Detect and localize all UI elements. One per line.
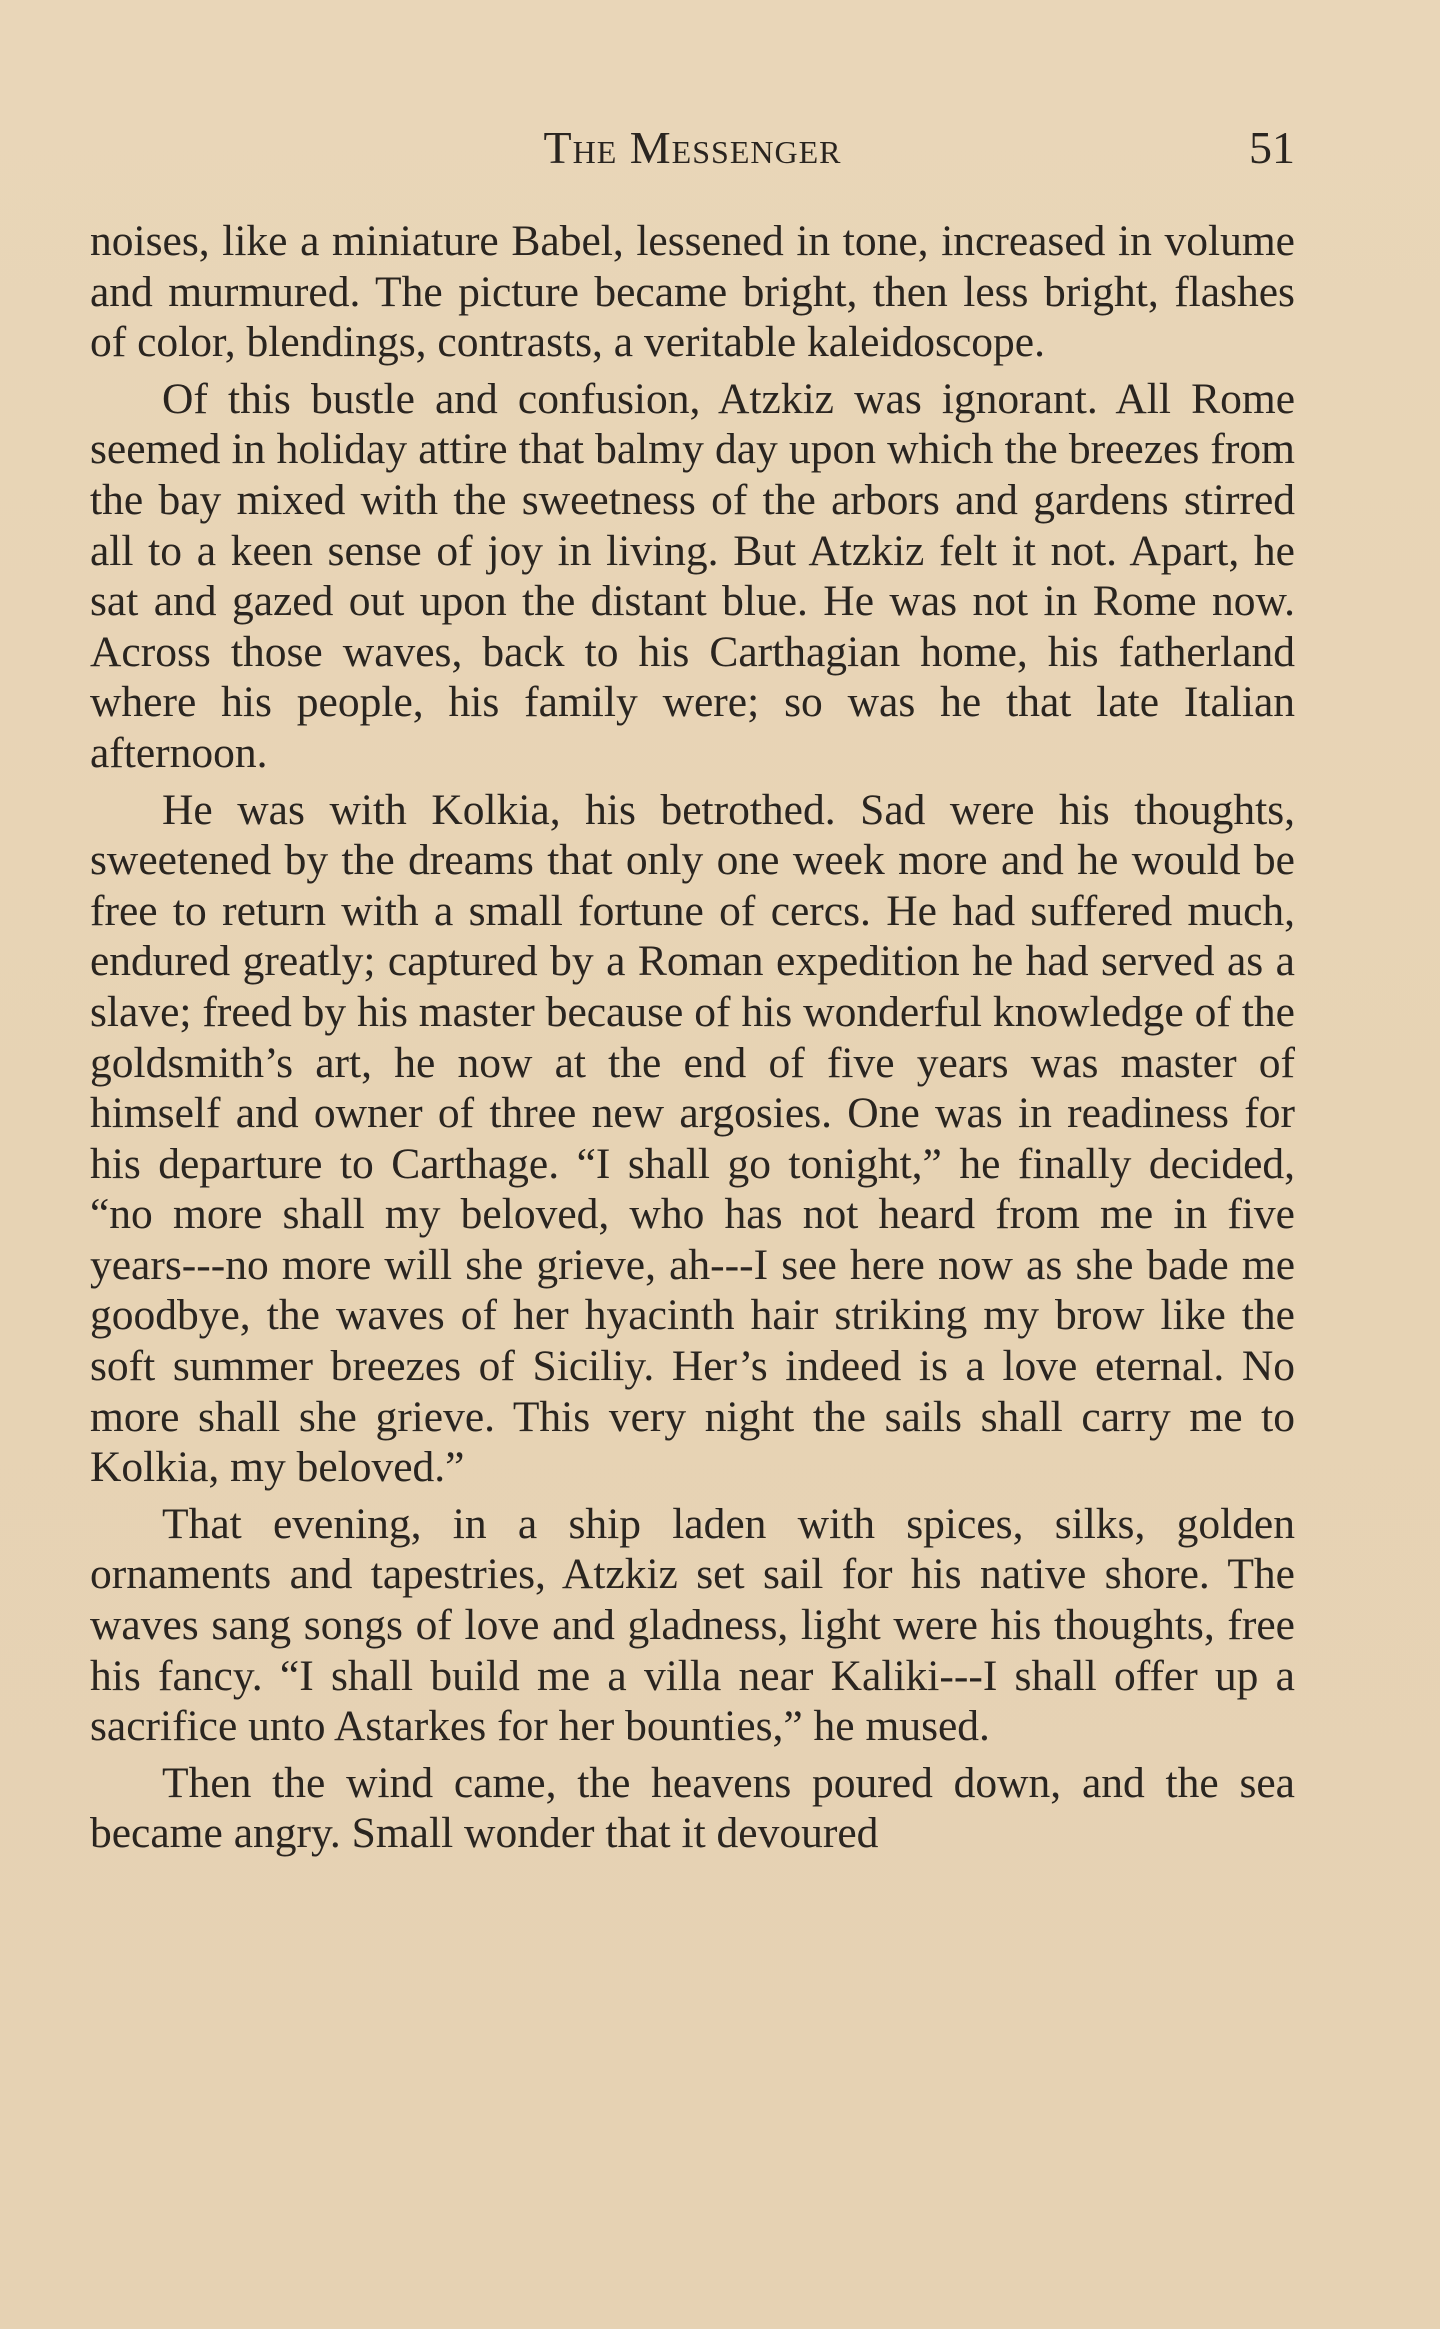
- running-title: The Messenger: [543, 122, 842, 173]
- paragraph-4: That evening, in a ship laden with spices, silks, golden ornaments and tapestries, Atzkiz set sail for his native shore. The waves sang songs of love and gladness, light were his thoughts, free his fancy. “I shall build me a villa near Kaliki---I shall offer up a sacrifice unto Astarkes for her bounties,” he mused.: [90, 1499, 1295, 1751]
- paragraph-1: noises, like a miniature Babel, lessened in tone, increased in volume and murmured. The picture became bright, then less bright, flashes of color, blendings, contrasts, a veritable kaleidoscope.: [90, 217, 1295, 367]
- running-head: [90, 118, 1295, 178]
- body-text: [90, 216, 1295, 1859]
- paragraph-3: He was with Kolkia, his betrothed. Sad were his thoughts, sweetened by the dreams that only one week more and he would be free to return with a small fortune of cercs. He had suffered much, endured greatly; captured by a Roman expedition he had served as a slave; freed by his master because of his wonderful knowledge of the goldsmith’s art, he now at the end of five years was master of himself and owner of three new argosies. One was in readiness for his departure to Carthage. “I shall go tonight,” he finally decided, “no more shall my beloved, who has not heard from me in five years---no more will she grieve, ah---I see here now as she bade me goodbye, the waves of her hyacinth hair striking my brow like the soft summer breezes of Siciliy. Her’s indeed is a love eternal. No more shall she grieve. This very night the sails shall carry me to Kolkia, my beloved.”: [90, 785, 1295, 1492]
- page-number: 51: [1249, 122, 1295, 173]
- paragraph-5: Then the wind came, the heavens poured down, and the sea became angry. Small wonder that it devoured: [90, 1758, 1295, 1858]
- paragraph-2: Of this bustle and confusion, Atzkiz was ignorant. All Rome seemed in holiday attire that balmy day upon which the breezes from the bay mixed with the sweetness of the arbors and gardens stirred all to a keen sense of joy in living. But Atzkiz felt it not. Apart, he sat and gazed out upon the distant blue. He was not in Rome now. Across those waves, back to his Carthagian home, his fatherland where his people, his family were; so was he that late Italian afternoon.: [90, 374, 1295, 777]
